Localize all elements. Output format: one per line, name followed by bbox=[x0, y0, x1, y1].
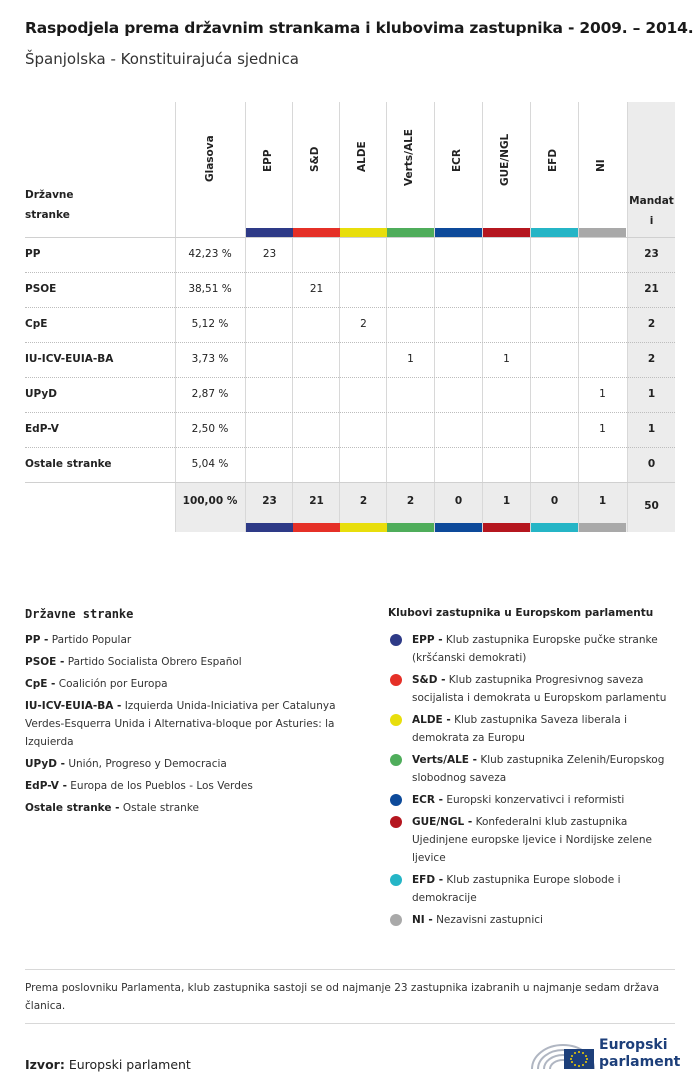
column-divider bbox=[292, 102, 293, 532]
seat-count: 1 bbox=[503, 353, 510, 365]
group-legend-item bbox=[388, 671, 678, 707]
group-color-dot bbox=[390, 794, 402, 806]
hemicycle-icon bbox=[528, 1033, 598, 1073]
group-color-dot bbox=[390, 714, 402, 726]
group-column-header: S&D bbox=[309, 146, 321, 172]
party-abbr: PSOE - bbox=[25, 656, 65, 668]
group-color-swatch-bottom bbox=[246, 523, 293, 532]
mandates-count: 1 bbox=[647, 388, 656, 400]
column-divider bbox=[386, 102, 387, 532]
vote-share: 2,50 % bbox=[191, 423, 229, 435]
party-name: IU-ICV-EUIA-BA bbox=[25, 353, 114, 365]
group-column-header: EPP bbox=[262, 149, 274, 172]
group-color-swatch-top bbox=[579, 228, 626, 237]
group-legend-item bbox=[388, 911, 678, 929]
vote-share: 42,23 % bbox=[188, 248, 232, 260]
row-divider bbox=[25, 307, 675, 308]
row-divider bbox=[25, 447, 675, 448]
group-legend-item bbox=[388, 791, 678, 809]
column-divider bbox=[434, 102, 435, 532]
group-abbr: ALDE - bbox=[412, 714, 451, 726]
party-full-name: Unión, Progreso y Democracia bbox=[68, 758, 227, 770]
group-abbr: S&D - bbox=[412, 674, 446, 686]
party-name: EdP-V bbox=[25, 423, 59, 435]
total-seat-count: 0 bbox=[550, 495, 559, 507]
group-full-name: Klub zastupnika Zelenih/Europskog slobodnog saveza bbox=[412, 754, 665, 784]
group-full-name: Klub zastupnika Saveza liberala i demokrata za Europu bbox=[412, 714, 627, 744]
group-color-swatch-top bbox=[293, 228, 340, 237]
group-abbr: GUE/NGL - bbox=[412, 816, 473, 828]
party-legend-item bbox=[25, 777, 360, 795]
group-full-name: Europski konzervativci i reformisti bbox=[446, 794, 625, 806]
total-mandates: 50 bbox=[644, 500, 659, 512]
seat-count: 2 bbox=[360, 318, 367, 330]
group-color-swatch-bottom bbox=[579, 523, 626, 532]
party-column-header: Državne stranke bbox=[25, 189, 74, 221]
party-name: PSOE bbox=[25, 283, 57, 295]
party-name: Ostale stranke bbox=[25, 458, 112, 470]
group-column-header: EFD bbox=[547, 148, 559, 172]
group-color-dot bbox=[390, 914, 402, 926]
group-legend-title: Klubovi zastupnika u Europskom parlamentu bbox=[388, 607, 654, 619]
group-color-dot bbox=[390, 816, 402, 828]
party-legend-title: Državne stranke bbox=[25, 607, 134, 621]
party-full-name: Partido Popular bbox=[51, 634, 132, 646]
total-seat-count: 23 bbox=[262, 495, 277, 507]
seat-count: 23 bbox=[262, 248, 277, 260]
party-legend-item bbox=[25, 799, 360, 817]
group-legend-item bbox=[388, 631, 678, 667]
mandates-count: 1 bbox=[647, 423, 656, 435]
logo-line1: Europski bbox=[599, 1037, 668, 1053]
totals-divider bbox=[25, 482, 675, 483]
party-full-name: Ostale stranke bbox=[122, 802, 200, 814]
row-divider bbox=[25, 342, 675, 343]
total-votes: 100,00 % bbox=[182, 495, 238, 507]
group-full-name: Klub zastupnika Europske pučke stranke (kršćanski demokrati) bbox=[412, 634, 658, 664]
column-divider bbox=[482, 102, 483, 532]
party-name: CpE bbox=[25, 318, 48, 330]
party-name: UPyD bbox=[25, 388, 57, 400]
total-seat-count: 2 bbox=[406, 495, 415, 507]
party-legend-item bbox=[25, 653, 360, 671]
group-color-dot bbox=[390, 874, 402, 886]
page-title: Raspodjela prema državnim strankama i klubovima zastupnika - 2009. – 2014. bbox=[25, 19, 694, 37]
group-legend-item bbox=[388, 751, 678, 787]
source-value: Europski parlament bbox=[68, 1057, 191, 1072]
party-full-name: Europa de los Pueblos - Los Verdes bbox=[70, 780, 253, 792]
group-column-header: ALDE bbox=[356, 141, 368, 172]
group-abbr: EPP - bbox=[412, 634, 443, 646]
mandates-count: 2 bbox=[647, 318, 656, 330]
group-color-dot bbox=[390, 674, 402, 686]
party-abbr: Ostale stranke - bbox=[25, 802, 120, 814]
column-divider bbox=[339, 102, 340, 532]
total-seat-count: 21 bbox=[309, 495, 324, 507]
note-divider bbox=[25, 969, 675, 970]
group-color-swatch-top bbox=[387, 228, 434, 237]
column-divider bbox=[245, 102, 246, 532]
party-legend-item bbox=[25, 631, 360, 649]
source-label: Izvor: bbox=[25, 1057, 65, 1072]
party-abbr: EdP-V - bbox=[25, 780, 67, 792]
group-abbr: ECR - bbox=[412, 794, 443, 806]
footnote: Prema poslovniku Parlamenta, klub zastupnika sastoji se od najmanje 23 zastupnika izabranih u najmanje sedam država članica. bbox=[25, 982, 660, 1012]
party-full-name: Partido Socialista Obrero Español bbox=[67, 656, 242, 668]
logo-text bbox=[599, 1037, 680, 1071]
party-full-name: Coalición por Europa bbox=[58, 678, 168, 690]
group-column-header: ECR bbox=[451, 149, 463, 172]
party-abbr: UPyD - bbox=[25, 758, 65, 770]
source-line bbox=[25, 1057, 191, 1072]
vote-share: 38,51 % bbox=[188, 283, 232, 295]
group-color-dot bbox=[390, 634, 402, 646]
group-legend-item bbox=[388, 871, 678, 907]
group-color-swatch-top bbox=[483, 228, 530, 237]
seat-count: 1 bbox=[599, 388, 606, 400]
vote-share: 5,12 % bbox=[191, 318, 229, 330]
header-divider bbox=[25, 237, 675, 238]
column-divider bbox=[530, 102, 531, 532]
total-seat-count: 1 bbox=[598, 495, 607, 507]
source-divider bbox=[25, 1023, 675, 1024]
vote-share: 3,73 % bbox=[191, 353, 229, 365]
group-color-swatch-bottom bbox=[531, 523, 578, 532]
party-abbr: IU-ICV-EUIA-BA - bbox=[25, 700, 122, 712]
group-column-header: GUE/NGL bbox=[499, 133, 511, 186]
party-legend-item bbox=[25, 697, 360, 751]
mandates-count: 2 bbox=[647, 353, 656, 365]
column-divider bbox=[578, 102, 579, 532]
mandates-count: 23 bbox=[644, 248, 659, 260]
group-full-name: Klub zastupnika Progresivnog saveza socijalista i demokrata u Europskom parlamentu bbox=[412, 674, 667, 704]
party-abbr: CpE - bbox=[25, 678, 56, 690]
group-full-name: Klub zastupnika Europe slobode i demokracije bbox=[412, 874, 621, 904]
row-divider bbox=[25, 377, 675, 378]
seat-count: 1 bbox=[407, 353, 414, 365]
seat-count: 21 bbox=[309, 283, 324, 295]
party-legend-item bbox=[25, 675, 360, 693]
mandates-column-header-cont: i bbox=[649, 215, 654, 227]
group-color-swatch-top bbox=[435, 228, 482, 237]
mandates-column-header: Mandat bbox=[629, 195, 674, 207]
party-full-name: Izquierda Unida-Iniciativa per Catalunya Verdes-Esquerra Unida i Alternativa-bloque por Asturies: la Izquierda bbox=[25, 700, 336, 748]
vote-share: 5,04 % bbox=[191, 458, 229, 470]
group-color-swatch-bottom bbox=[483, 523, 530, 532]
group-legend-item bbox=[388, 711, 678, 747]
group-color-swatch-bottom bbox=[293, 523, 340, 532]
vote-share: 2,87 % bbox=[191, 388, 229, 400]
group-color-swatch-bottom bbox=[435, 523, 482, 532]
seat-count: 1 bbox=[599, 423, 606, 435]
group-color-swatch-top bbox=[531, 228, 578, 237]
logo-line2: parlament bbox=[599, 1054, 681, 1070]
page-subtitle: Španjolska - Konstituirajuća sjednica bbox=[25, 50, 299, 68]
group-abbr: NI - bbox=[412, 914, 433, 926]
row-divider bbox=[25, 412, 675, 413]
group-color-dot bbox=[390, 754, 402, 766]
total-seat-count: 2 bbox=[359, 495, 368, 507]
party-legend-item bbox=[25, 755, 360, 773]
group-color-swatch-top bbox=[246, 228, 293, 237]
group-full-name: Nezavisni zastupnici bbox=[436, 914, 543, 926]
group-column-header: NI bbox=[595, 159, 607, 172]
group-abbr: EFD - bbox=[412, 874, 444, 886]
row-divider bbox=[25, 272, 675, 273]
group-abbr: Verts/ALE - bbox=[412, 754, 477, 766]
group-color-swatch-top bbox=[340, 228, 387, 237]
group-column-header: Verts/ALE bbox=[403, 129, 415, 186]
total-seat-count: 0 bbox=[454, 495, 463, 507]
total-seat-count: 1 bbox=[502, 495, 511, 507]
party-name: PP bbox=[25, 248, 41, 260]
group-color-swatch-bottom bbox=[387, 523, 434, 532]
votes-column-header: Glasova bbox=[204, 135, 216, 182]
group-full-name: Konfederalni klub zastupnika Ujedinjene europske ljevice i Nordijske zelene ljevice bbox=[412, 816, 652, 864]
group-color-swatch-bottom bbox=[340, 523, 387, 532]
mandates-count: 0 bbox=[647, 458, 656, 470]
mandates-count: 21 bbox=[644, 283, 659, 295]
party-abbr: PP - bbox=[25, 634, 49, 646]
group-legend-item bbox=[388, 813, 678, 867]
